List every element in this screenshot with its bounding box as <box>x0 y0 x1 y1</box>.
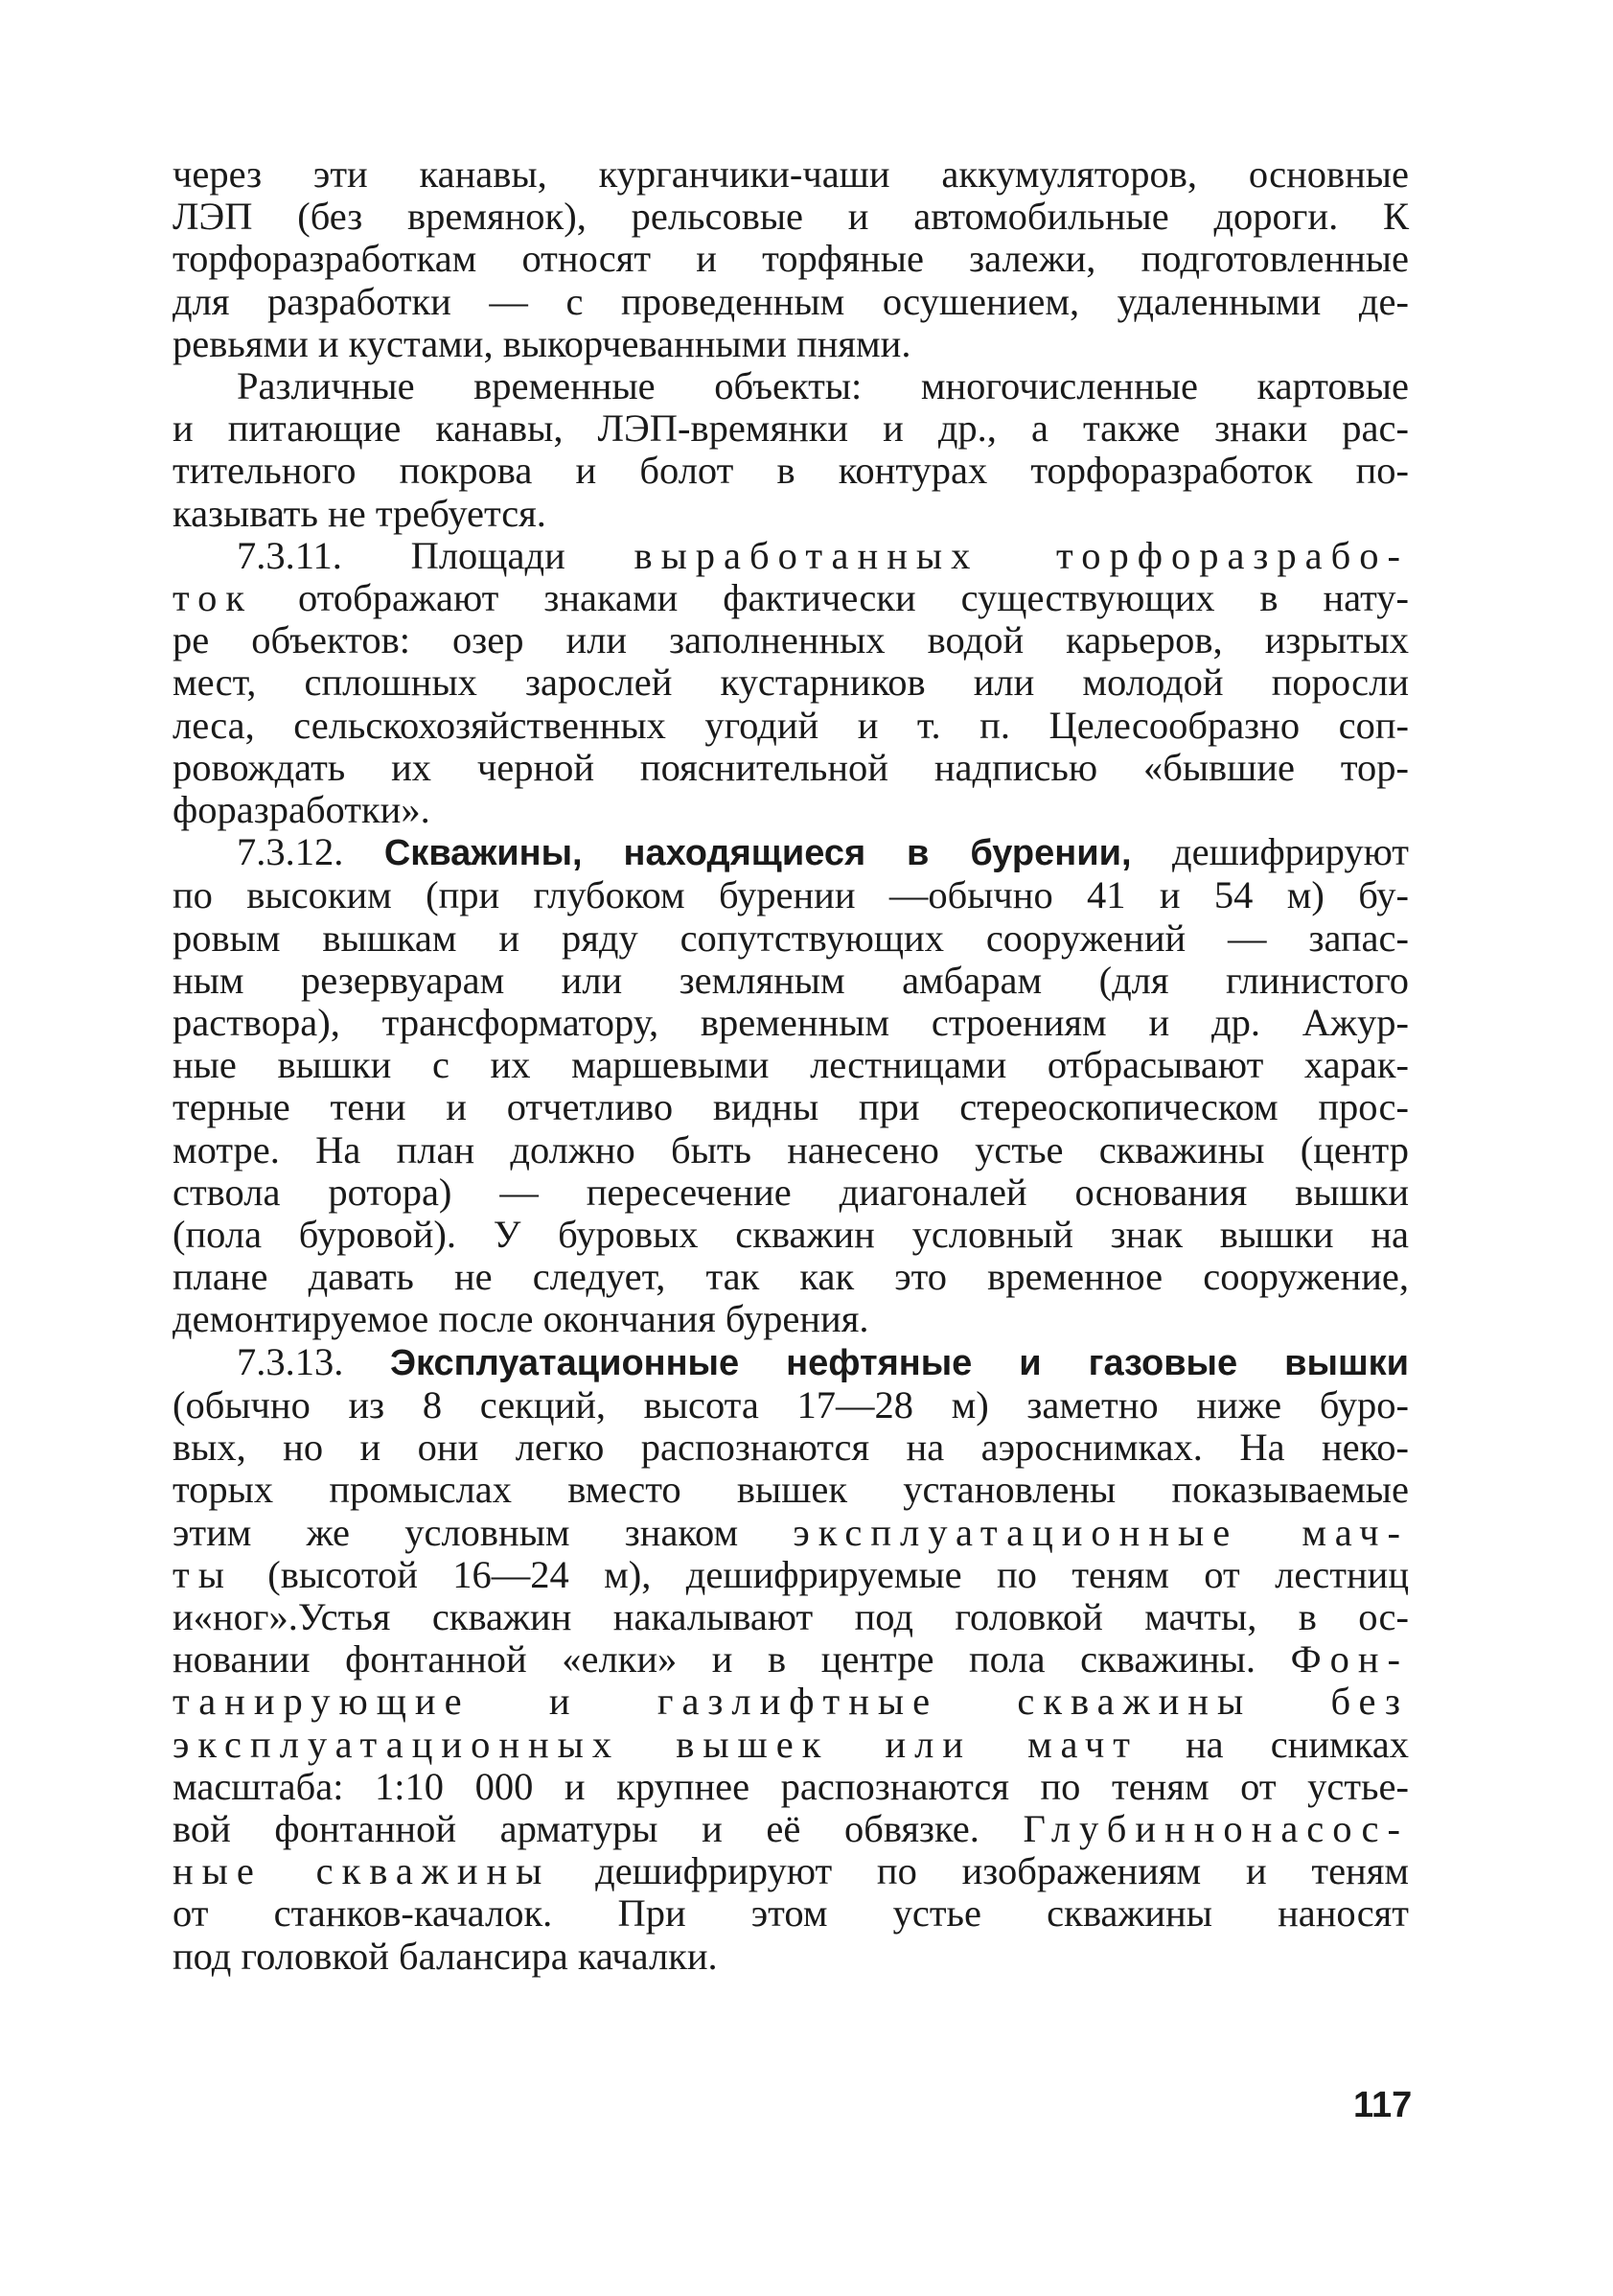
text-run: на снимках <box>1138 1722 1409 1766</box>
spaced-term: ты <box>173 1552 233 1596</box>
text-line: и«ног».Устья скважин накалывают под головкой мачты, в ос- <box>173 1594 1409 1638</box>
text-line: через эти канавы, курганчики-чаши аккумуляторов, основные <box>173 152 1409 196</box>
text-line: ные вышки с их маршевыми лестницами отбрасывают харак- <box>173 1043 1409 1087</box>
text-line: ревьями и кустами, выкорчеванными пнями. <box>173 321 911 365</box>
spaced-term: эксплуатационных вышек или мачт <box>173 1722 1139 1766</box>
text-line: по высоким (при глубоком бурении —обычно 41 и 54 м) бу- <box>173 873 1409 917</box>
spaced-term: ток <box>173 576 254 620</box>
text-line: от станков-качалок. При этом устье скважины наносят <box>173 1891 1409 1936</box>
text-run: отображают знаками фактически существующих в нату- <box>253 576 1409 620</box>
bold-term: Скважины, находящиеся в бурении, <box>383 833 1132 874</box>
text-line <box>173 1808 1409 1850</box>
paragraph-7-3-13 <box>173 1341 1409 1978</box>
text-line: раствора), трансформатору, временным строениям и др. Ажур- <box>173 1001 1409 1045</box>
text-line: масштаба: 1:10 000 и крупнее распознаются по теням от устье- <box>173 1764 1409 1808</box>
text-run: дешифрируют <box>1131 830 1409 874</box>
text-line: тительного покрова и болот в контурах торфоразработок по- <box>173 449 1409 493</box>
text-run: новании фонтанной «елки» и в центре пола скважины. <box>173 1637 1291 1681</box>
text-line: казывать не требуется. <box>173 491 546 535</box>
text-line: мотре. На план должно быть нанесено устье скважины (центр <box>173 1127 1409 1171</box>
text-line <box>173 1724 1409 1766</box>
text-line: Различные временные объекты: многочисленные картовые <box>237 364 1409 408</box>
text-line: ре объектов: озер или заполненных водой карьеров, изрытых <box>173 618 1409 662</box>
text-run: дешифрируют по изображениям и теням <box>550 1849 1409 1893</box>
text-line: ровым вышкам и ряду сопутствующих сооружений — запас- <box>173 916 1409 960</box>
text-line: ЛЭП (без времянок), рельсовые и автомобильные дороги. К <box>173 195 1409 239</box>
text-line: терные тени и отчетливо видны при стереоскопическом прос- <box>173 1085 1409 1129</box>
text-line: (обычно из 8 секций, высота 17—28 м) заметно ниже буро- <box>173 1382 1409 1426</box>
spaced-term: ные скважины <box>173 1849 551 1893</box>
text-line: ным резервуарам или земляным амбарам (для глинистого <box>173 958 1409 1002</box>
text-line: вых, но и они легко распознаются на аэроснимках. На неко- <box>173 1426 1409 1470</box>
spaced-term: Фон- <box>1290 1637 1409 1681</box>
page-number: 117 <box>1353 2085 1413 2125</box>
paragraph-intro <box>173 153 1409 365</box>
text-line: демонтируемое после окончания бурения. <box>173 1297 869 1341</box>
bold-term: Эксплуатационные нефтяные и газовые вышки <box>389 1342 1409 1383</box>
text-line <box>173 831 1409 874</box>
paragraph-temporary-objects <box>173 365 1409 535</box>
text-line: плане давать не следует, так как это временное сооружение, <box>173 1255 1409 1299</box>
text-line <box>173 1341 1409 1384</box>
text-line: форазработки». <box>173 788 430 832</box>
page-body <box>173 153 1409 2167</box>
text-run: 7.3.11. Площади <box>237 533 634 577</box>
paragraph-7-3-12 <box>173 831 1409 1340</box>
text-line: торфоразработкам относят и торфяные залежи, подготовленные <box>173 237 1409 281</box>
text-run: 7.3.12. <box>237 830 384 874</box>
text-line <box>173 1554 1409 1596</box>
spaced-term: эксплуатационные мач- <box>793 1510 1409 1554</box>
text-run: (высотой 16—24 м), дешифрируемые по теням от лестниц <box>232 1552 1409 1596</box>
text-line <box>173 1850 1409 1892</box>
text-line <box>173 577 1409 619</box>
text-line: мест, сплошных зарослей кустарников или молодой поросли <box>173 661 1409 705</box>
text-run: этим же условным знаком <box>173 1510 794 1554</box>
text-line: под головкой балансира качалки. <box>173 1934 718 1978</box>
text-line: для разработки — с проведенным осушением, удаленными де- <box>173 279 1409 323</box>
paragraph-7-3-11 <box>173 535 1409 831</box>
spaced-term: Глубиннонасос- <box>1023 1806 1409 1850</box>
text-run: 7.3.13. <box>237 1339 390 1383</box>
text-line: торых промыслах вместо вышек установлены показываемые <box>173 1468 1409 1512</box>
text-line <box>173 1512 1409 1554</box>
text-run: вой фонтанной арматуры и её обвязке. <box>173 1806 1024 1850</box>
text-line: ствола ротора) — пересечение диагоналей основания вышки <box>173 1170 1409 1214</box>
text-line: леса, сельскохозяйственных угодий и т. п. Целесообразно соп- <box>173 703 1409 747</box>
text-line <box>173 535 1409 577</box>
text-line: ровождать их черной пояснительной надписью «бывшие тор- <box>173 745 1409 789</box>
spaced-term: выработанных торфоразрабо- <box>634 533 1409 577</box>
text-line <box>173 1638 1409 1681</box>
spaced-term: танирующие и газлифтные скважины без <box>173 1680 1409 1724</box>
text-line <box>173 1681 1409 1723</box>
text-line: и питающие канавы, ЛЭП-времянки и др., а также знаки рас- <box>173 406 1409 451</box>
text-line: (пола буровой). У буровых скважин условный знак вышки на <box>173 1213 1409 1257</box>
